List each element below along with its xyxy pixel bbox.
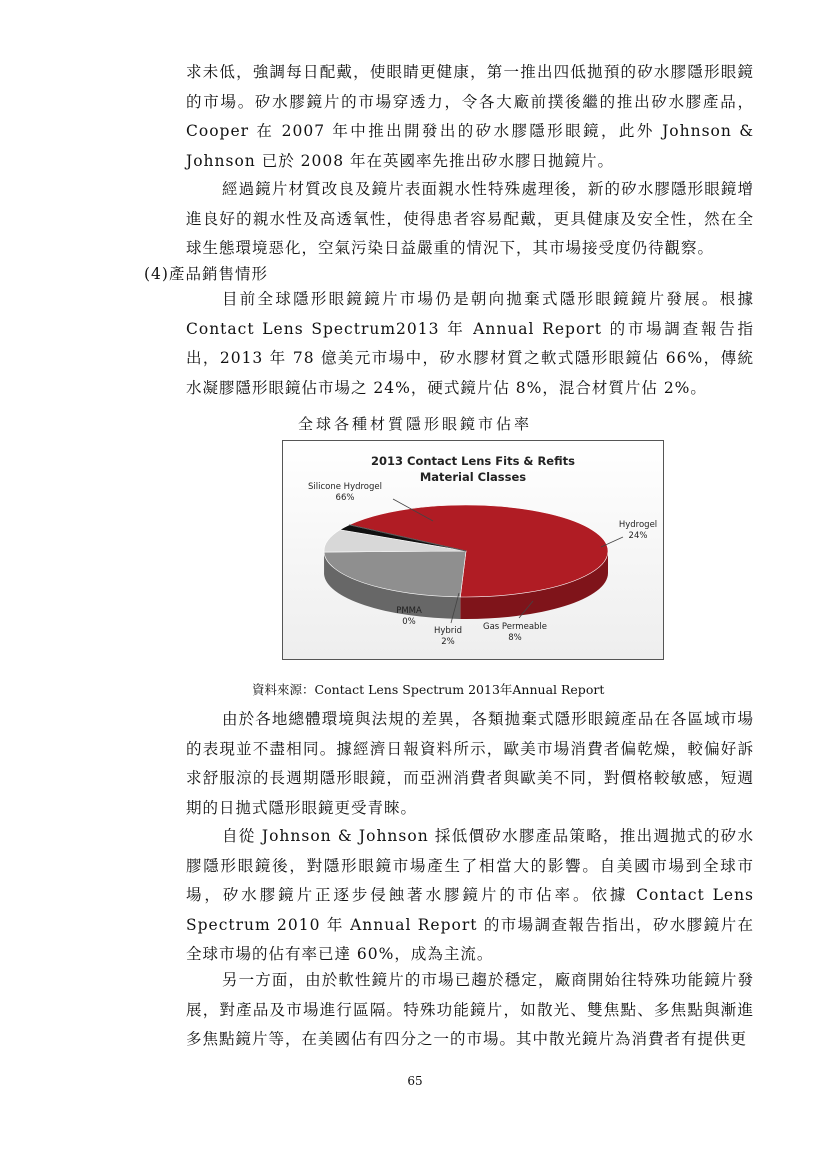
pie-label-value-gas-permeable: 8% [508,633,522,643]
paragraph-3-text: 目前全球隱形眼鏡鏡片市場仍是朝向拋棄式隱形眼鏡鏡片發展。根據 Contact Lens Spectrum2013 年 Annual Report 的市場調查報告指出，2013 年 78 億美元市場中，矽水膠材質之軟式隱形眼鏡佔 66%，傳統水凝膠隱形眼鏡佔市場之 24%，硬式鏡片佔 8%，混合材質片佔 2%。 [186,290,754,397]
figure-title: 全球各種材質隱形眼鏡市佔率 [297,415,532,433]
pie-label-value-pmma: 0% [402,617,416,627]
section-heading: (4)產品銷售情形 [144,265,268,283]
chart-subtitle: Material Classes [419,470,527,484]
pie-label-name-pmma: PMMA [396,606,422,616]
paragraph-6 [186,966,754,1055]
pie-label-value-silicone-hydrogel: 66% [335,493,355,503]
pie-chart-frame [282,440,664,660]
paragraph-4-text: 由於各地總體環境與法規的差異，各類拋棄式隱形眼鏡產品在各區域市場的表現並不盡相同。據經濟日報資料所示，歐美市場消費者偏乾燥，較偏好訴求舒服涼的長週期隱形眼鏡，而亞洲消費者與歐美不同，對價格較敏感，短週期的日拋式隱形眼鏡更受青睞。 [186,710,754,817]
paragraph-5-text: 自從 Johnson & Johnson 採低價矽水膠產品策略，推出週拋式的矽水膠隱形眼鏡後，對隱形眼鏡市場產生了相當大的影響。自美國市場到全球市場，矽水膠鏡片正逐步侵蝕著水膠鏡片的市佔率。依據 Contact Lens Spectrum 2010 年 Annual Report 的市場調查報告指出，矽水膠鏡片在全球市場的佔有率已達 60%，成為主流。 [186,827,754,963]
pie-label-name-gas-permeable: Gas Permeable [482,622,548,632]
paragraph-2-text: 經過鏡片材質改良及鏡片表面親水性特殊處理後，新的矽水膠隱形眼鏡增進良好的親水性及高透氧性，使得患者容易配戴，更具健康及安全性，然在全球生態環境惡化，空氣污染日益嚴重的情況下，其市場接受度仍待觀察。 [186,180,754,257]
pie-chart [283,441,663,659]
paragraph-6-text: 另一方面，由於軟性鏡片的市場已趨於穩定，廠商開始往特殊功能鏡片發展，對產品及市場進行區隔。特殊功能鏡片，如散光、雙焦點、多焦點與漸進多焦點鏡片等，在美國佔有四分之一的市場。其中散光鏡片為消費者有提供更 [186,971,754,1048]
paragraph-4 [186,705,754,823]
paragraph-5 [186,822,754,970]
paragraph-1 [186,58,754,176]
paragraph-1-text: 求未低，強調每日配戴，使眼睛更健康，第一推出四低拋預的矽水膠隱形眼鏡的市場。矽水膠鏡片的市場穿透力，令各大廠前撲後繼的推出矽水膠產品，Cooper 在 2007 年中推出開發出的矽水膠隱形眼鏡，此外 Johnson & Johnson 已於 2008 年在英國率先推出矽水膠日拋鏡片。 [186,63,754,170]
pie-label-value-hydrogel: 24% [628,531,648,541]
pie-label-name-hybrid: Hybrid [433,626,463,636]
pie-slices [324,505,608,619]
page-number: 65 [407,1074,423,1088]
pie-label-name-hydrogel: Hydrogel [618,520,658,530]
figure-source: 資料來源：Contact Lens Spectrum 2013年Annual Report [252,682,605,697]
pie-label-value-hybrid: 2% [441,637,455,647]
paragraph-3 [186,285,754,403]
pie-label-name-silicone-hydrogel: Silicone Hydrogel [308,482,382,492]
chart-title: 2013 Contact Lens Fits & Refits [371,454,575,468]
paragraph-2 [186,175,754,264]
